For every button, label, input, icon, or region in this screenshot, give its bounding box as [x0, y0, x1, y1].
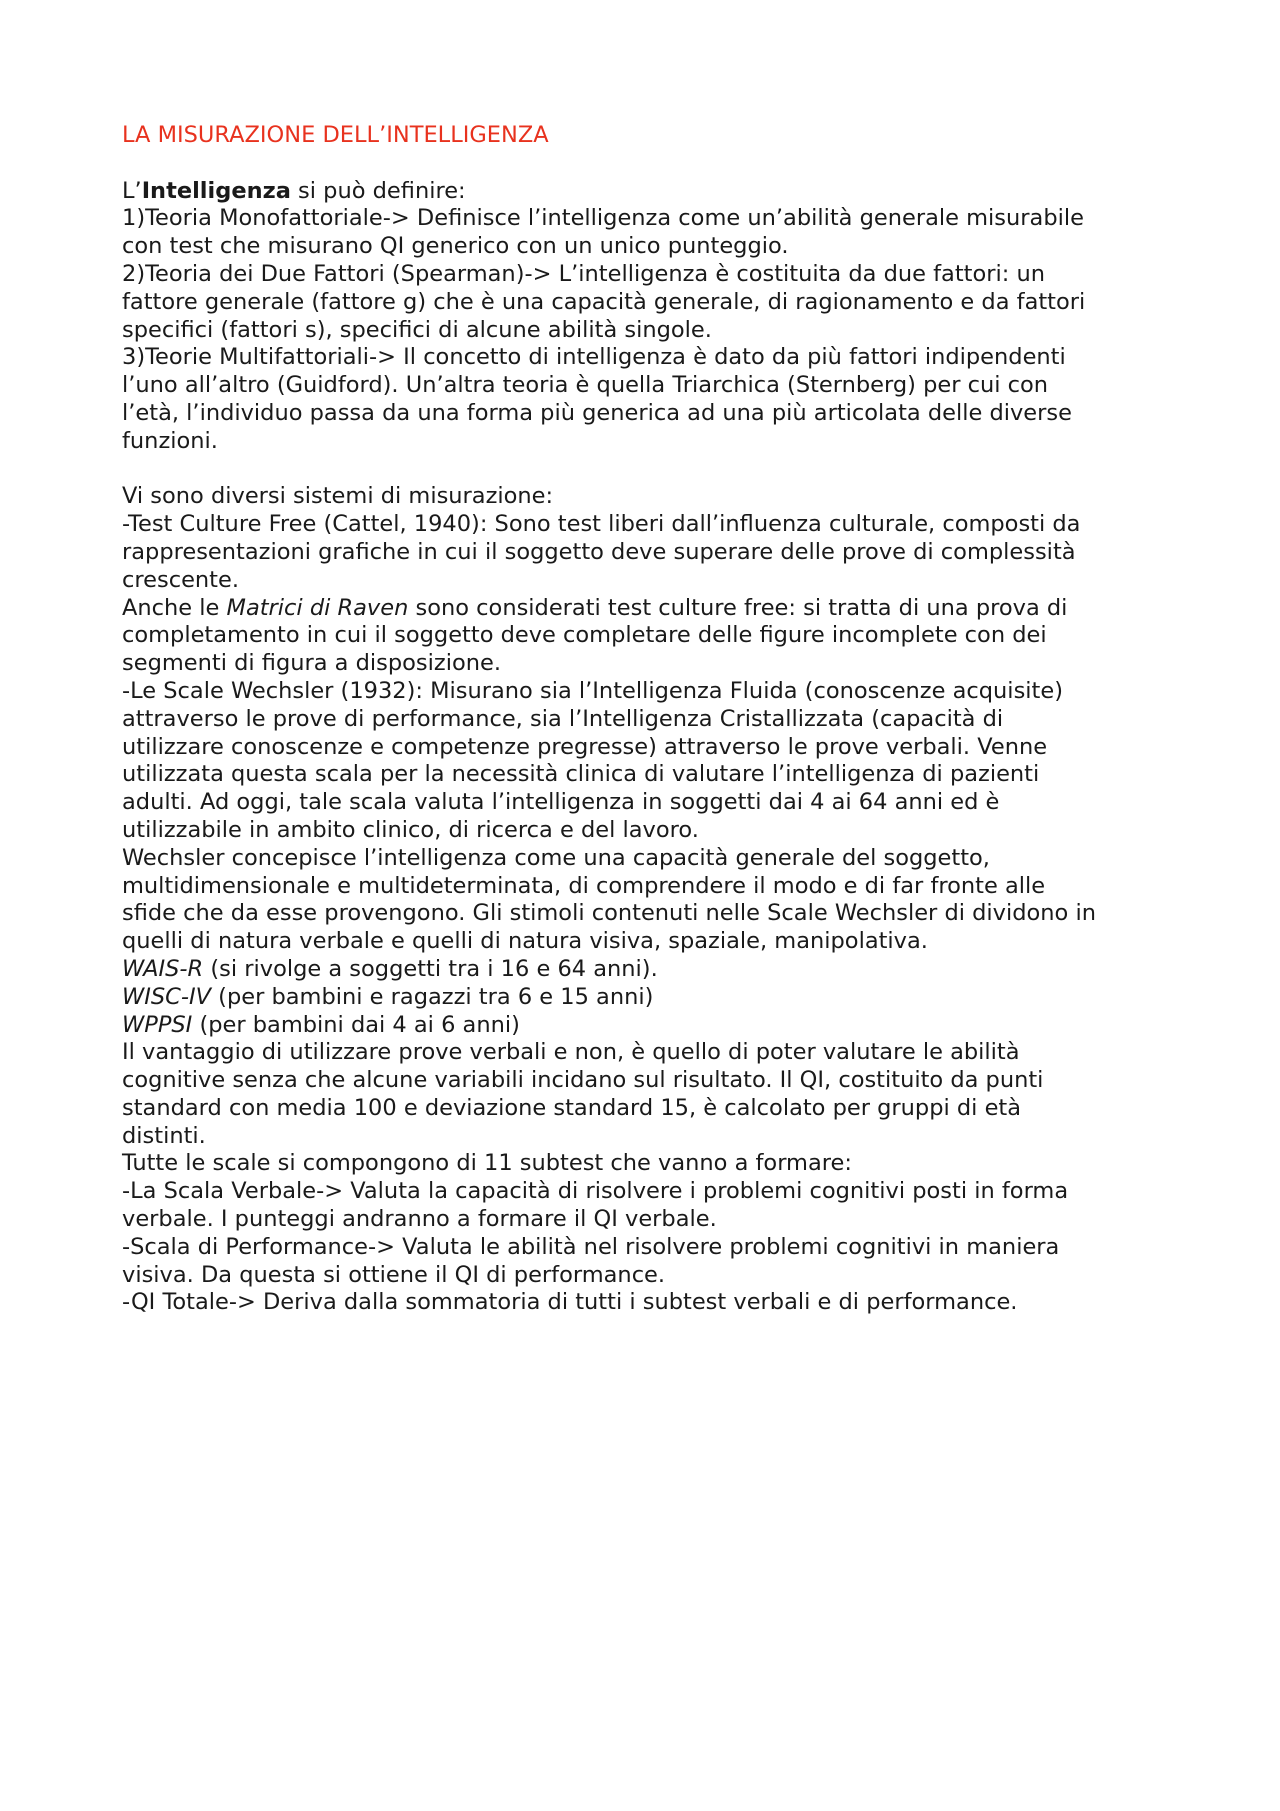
text-line: crescente. — [122, 566, 239, 593]
intro-suffix: si può definire: — [290, 177, 466, 204]
text-line: utilizzare conoscenze e competenze pregresse) attraverso le prove verbali. Venne — [122, 733, 1048, 760]
text-line: utilizzabile in ambito clinico, di ricerca e del lavoro. — [122, 816, 699, 843]
text-line: -Test Culture Free (Cattel, 1940): Sono test liberi dall’influenza culturale, composti da — [122, 511, 1081, 538]
raven-suffix: sono considerati test culture free: si tratta di una prova di — [408, 594, 1068, 621]
intro-term: Intelligenza — [141, 177, 291, 204]
spacer — [122, 456, 1172, 484]
text-line: completamento in cui il soggetto deve completare delle figure incomplete con dei — [122, 622, 1047, 649]
text-line: multidimensionale e multideterminata, di comprendere il modo e di far fronte alle — [122, 872, 1046, 899]
text-line: l’età, l’individuo passa da una forma più generica ad una più articolata delle diverse — [122, 399, 1072, 426]
raven-prefix: Anche le — [122, 594, 227, 621]
scale-name: WPPSI — [122, 1011, 193, 1038]
text-line: Wechsler concepisce l’intelligenza come una capacità generale del soggetto, — [122, 844, 990, 871]
intro-prefix: L’ — [122, 177, 142, 204]
text-line: 3)Teorie Multifattoriali-> Il concetto di intelligenza è dato da più fattori indipendenti — [122, 344, 1066, 371]
scale-item — [122, 1012, 1172, 1040]
text-line: cognitive senza che alcune variabili incidano sul risultato. Il QI, costituito da punti — [122, 1067, 1044, 1094]
text-line: fattore generale (fattore g) che è una capacità generale, di ragionamento e da fattori — [122, 288, 1086, 315]
document-page — [122, 122, 1172, 1317]
scale-name: WISC-IV — [122, 983, 212, 1010]
text-line: Vi sono diversi sistemi di misurazione: — [122, 483, 554, 510]
text-line: attraverso le prove di performance, sia l’Intelligenza Cristallizzata (capacità di — [122, 705, 1004, 732]
text-line: con test che misurano QI generico con un unico punteggio. — [122, 233, 789, 260]
scale-desc: (per bambini dai 4 ai 6 anni) — [192, 1011, 520, 1038]
text-line: -Scala di Performance-> Valuta le abilità nel risolvere problemi cognitivi in maniera — [122, 1233, 1060, 1260]
systems-block — [122, 483, 1172, 594]
text-line: l’uno all’altro (Guidford). Un’altra teoria è quella Triarchica (Sternberg) per cui con — [122, 372, 1049, 399]
text-line: standard con media 100 e deviazione standard 15, è calcolato per gruppi di età — [122, 1094, 1022, 1121]
text-line: -Le Scale Wechsler (1932): Misurano sia l’Intelligenza Fluida (conoscenze acquisite) — [122, 677, 1063, 704]
text-line: segmenti di figura a disposizione. — [122, 650, 501, 677]
text-line: visiva. Da questa si ottiene il QI di performance. — [122, 1261, 666, 1288]
theories-block — [122, 205, 1172, 455]
text-line: 1)Teoria Monofattoriale-> Definisce l’intelligenza come un’abilità generale misurabile — [122, 205, 1084, 232]
text-line: Tutte le scale si compongono di 11 subtest che vanno a formare: — [122, 1150, 852, 1177]
text-line: adulti. Ad oggi, tale scala valuta l’intelligenza in soggetti dai 4 ai 64 anni ed è — [122, 789, 1000, 816]
intro-line — [122, 178, 1172, 206]
text-line: -QI Totale-> Deriva dalla sommatoria di tutti i subtest verbali e di performance. — [122, 1289, 1018, 1316]
wechsler-block — [122, 678, 1172, 956]
text-line: sfide che da esse provengono. Gli stimoli contenuti nelle Scale Wechsler di dividono in — [122, 900, 1096, 927]
document-title: LA MISURAZIONE DELL’INTELLIGENZA — [122, 122, 549, 148]
text-line: verbale. I punteggi andranno a formare il QI verbale. — [122, 1206, 717, 1233]
scale-desc: (per bambini e ragazzi tra 6 e 15 anni) — [211, 983, 654, 1010]
scale-name: WAIS-R — [122, 955, 204, 982]
scale-item — [122, 984, 1172, 1012]
spacer — [122, 150, 1172, 178]
text-line: funzioni. — [122, 427, 218, 454]
raven-term: Matrici di Raven — [226, 594, 409, 621]
text-line: utilizzata questa scala per la necessità clinica di valutare l’intelligenza di pazienti — [122, 761, 1040, 788]
text-line: 2)Teoria dei Due Fattori (Spearman)-> L’intelligenza è costituita da due fattori: un — [122, 260, 1046, 287]
text-line: rappresentazioni grafiche in cui il soggetto deve superare delle prove di complessità — [122, 538, 1076, 565]
scales-list — [122, 956, 1172, 1039]
text-line: specifici (fattori s), specifici di alcune abilità singole. — [122, 316, 712, 343]
closing-block — [122, 1039, 1172, 1317]
text-line: -La Scala Verbale-> Valuta la capacità di risolvere i problemi cognitivi posti in forma — [122, 1178, 1069, 1205]
raven-line — [122, 595, 1172, 623]
scale-desc: (si rivolge a soggetti tra i 16 e 64 anni). — [203, 955, 658, 982]
text-line: Il vantaggio di utilizzare prove verbali e non, è quello di poter valutare le abilità — [122, 1039, 1020, 1066]
text-line: distinti. — [122, 1122, 206, 1149]
scale-item — [122, 956, 1172, 984]
raven-block — [122, 595, 1172, 678]
text-line: quelli di natura verbale e quelli di natura visiva, spaziale, manipolativa. — [122, 928, 928, 955]
